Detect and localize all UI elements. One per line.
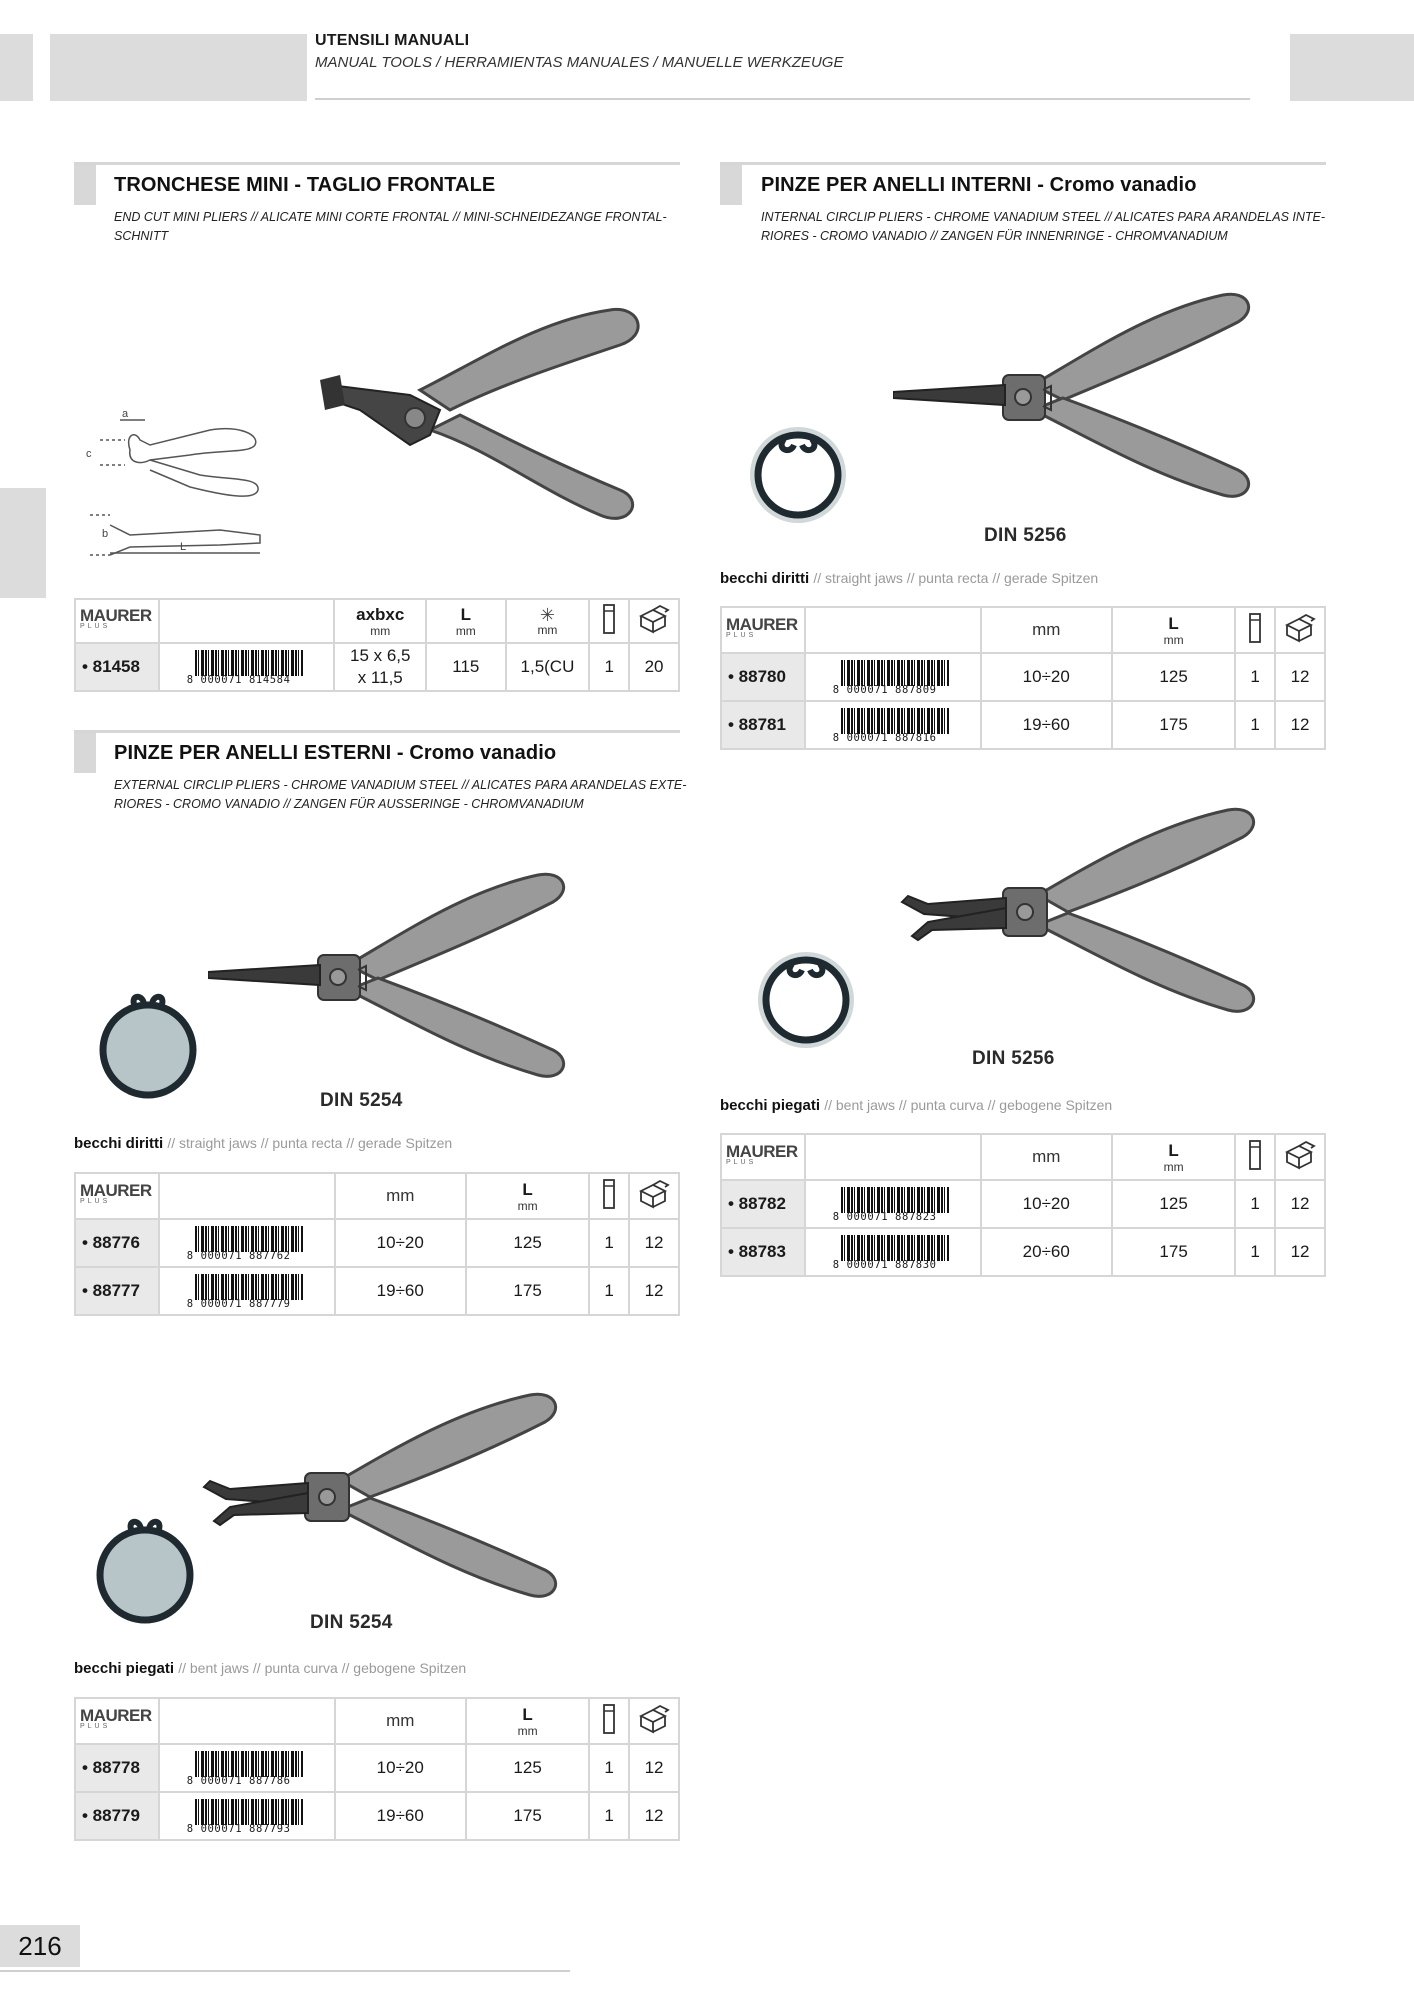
barcode: 8 000071 887823 <box>805 1180 981 1228</box>
header-box <box>1275 607 1325 653</box>
header-box <box>629 1173 679 1219</box>
unit-qty: 1 <box>589 1744 629 1792</box>
section-desc-tronchese-1: END CUT MINI PLIERS // ALICATE MINI CORTE FRONTAL // MINI-SCHNEIDEZANGE FRONTAL- <box>114 210 667 224</box>
diagram-label-b: b <box>102 528 109 540</box>
brand-logo: MAURER PLUS <box>75 1698 159 1744</box>
length: 125 <box>466 1219 589 1267</box>
ring-external-image <box>95 1515 199 1635</box>
unit-pack-icon <box>601 1703 617 1735</box>
brand-logo: MAURER PLUS <box>75 599 159 643</box>
header-unit <box>589 1173 629 1219</box>
barcode-header <box>159 599 335 643</box>
section-title-interni: PINZE PER ANELLI INTERNI - Cromo vanadio <box>761 174 1197 196</box>
section-desc-interni-2: RIORES - CROMO VANADIO // ZANGEN FÜR INNENRINGE - CHROMVANADIUM <box>761 229 1228 243</box>
product-code: • 88777 <box>75 1267 159 1315</box>
table-row <box>75 1744 679 1792</box>
barcode: 8 000071 887779 <box>159 1267 335 1315</box>
header-unit <box>589 599 629 643</box>
header-length: L mm <box>426 599 506 643</box>
diagram-label-a: a <box>122 408 129 420</box>
unit-qty: 1 <box>589 1267 629 1315</box>
jaws-label-esterni-bent: becchi piegati // bent jaws // punta curva // gebogene Spitzen <box>74 1660 467 1677</box>
header-cut-capacity: ✳ mm <box>506 599 590 643</box>
range: 10÷20 <box>981 653 1112 701</box>
section-marker <box>720 165 742 205</box>
header-range: mm <box>981 607 1112 653</box>
table-row <box>721 701 1325 749</box>
header-title: UTENSILI MANUALI <box>315 32 470 49</box>
jaws-label-interni-bent: becchi piegati // bent jaws // punta curva // gebogene Spitzen <box>720 1097 1113 1114</box>
cut-capacity: 1,5(CU <box>506 643 590 691</box>
box-qty: 20 <box>629 643 679 691</box>
header-unit <box>1235 1134 1275 1180</box>
external-straight-pliers-image <box>208 860 588 1095</box>
section-desc-esterni-2: RIORES - CROMO VANADIO // ZANGEN FÜR AUSSERINGE - CHROMVANADIUM <box>114 797 584 811</box>
box-pack-icon <box>1284 613 1316 643</box>
header-divider <box>315 98 1250 100</box>
unit-qty: 1 <box>1235 653 1275 701</box>
product-code: • 81458 <box>75 643 159 691</box>
diagram-label-c: c <box>86 448 92 460</box>
box-qty: 12 <box>1275 1180 1325 1228</box>
header-left-tab <box>0 34 33 101</box>
barcode: 8 000071 887830 <box>805 1228 981 1276</box>
section-desc-esterni-1: EXTERNAL CIRCLIP PLIERS - CHROME VANADIUM STEEL // ALICATES PARA ARANDELAS EXTE- <box>114 778 687 792</box>
unit-qty: 1 <box>1235 1228 1275 1276</box>
table-row <box>75 1792 679 1840</box>
section-marker <box>74 733 96 773</box>
box-qty: 12 <box>629 1744 679 1792</box>
unit-pack-icon <box>1247 1139 1263 1171</box>
range: 10÷20 <box>981 1180 1112 1228</box>
section-rule <box>74 162 680 165</box>
length: 175 <box>466 1792 589 1840</box>
table-row <box>721 653 1325 701</box>
header-right-tab <box>1290 34 1414 101</box>
box-qty: 12 <box>1275 1228 1325 1276</box>
unit-pack-icon <box>601 603 617 635</box>
length: 125 <box>466 1744 589 1792</box>
table-interni-straight <box>720 606 1326 750</box>
box-pack-icon <box>638 1179 670 1209</box>
header-unit <box>589 1698 629 1744</box>
header-unit <box>1235 607 1275 653</box>
cut-capacity-icon: ✳ <box>539 605 555 625</box>
range: 19÷60 <box>335 1792 466 1840</box>
header-subtitle: MANUAL TOOLS / HERRAMIENTAS MANUALES / MANUELLE WERKZEUGE <box>315 54 844 71</box>
barcode: 8 000071 887809 <box>805 653 981 701</box>
ring-external-image <box>98 990 202 1110</box>
range: 20÷60 <box>981 1228 1112 1276</box>
brand-logo: MAURER PLUS <box>75 1173 159 1219</box>
section-title-tronchese: TRONCHESE MINI - TAGLIO FRONTALE <box>114 174 496 196</box>
din-label: DIN 5254 <box>310 1612 393 1633</box>
length: 175 <box>1112 1228 1235 1276</box>
unit-qty: 1 <box>1235 701 1275 749</box>
header-box <box>629 1698 679 1744</box>
dimensions: 15 x 6,5 x 11,5 <box>334 643 426 691</box>
section-desc-interni-1: INTERNAL CIRCLIP PLIERS - CHROME VANADIUM STEEL // ALICATES PARA ARANDELAS INTE- <box>761 210 1326 224</box>
brand-logo: MAURER PLUS <box>721 1134 805 1180</box>
barcode: 8 000071 814584 <box>159 643 335 691</box>
range: 19÷60 <box>335 1267 466 1315</box>
section-title-esterni: PINZE PER ANELLI ESTERNI - Cromo vanadio <box>114 742 557 764</box>
internal-straight-pliers-image <box>893 280 1273 515</box>
table-row <box>75 1267 679 1315</box>
table-row <box>75 643 679 691</box>
header-range: mm <box>981 1134 1112 1180</box>
header-axbxc: axbxc mm <box>334 599 426 643</box>
barcode: 8 000071 887762 <box>159 1219 335 1267</box>
product-code: • 88780 <box>721 653 805 701</box>
page-number: 216 <box>0 1925 80 1967</box>
unit-qty: 1 <box>589 1792 629 1840</box>
box-qty: 12 <box>629 1219 679 1267</box>
header-length: L mm <box>466 1173 589 1219</box>
range: 10÷20 <box>335 1219 466 1267</box>
din-label: DIN 5256 <box>984 525 1067 546</box>
range: 19÷60 <box>981 701 1112 749</box>
side-tab <box>0 488 46 598</box>
unit-qty: 1 <box>589 643 629 691</box>
header-length: L mm <box>466 1698 589 1744</box>
table-esterni-straight <box>74 1172 680 1316</box>
header-block <box>50 34 307 101</box>
table-tronchese <box>74 598 680 692</box>
din-label: DIN 5254 <box>320 1090 403 1111</box>
product-code: • 88781 <box>721 701 805 749</box>
din-label: DIN 5256 <box>972 1048 1055 1069</box>
external-bent-pliers-image <box>200 1385 580 1620</box>
length: 175 <box>466 1267 589 1315</box>
product-code: • 88782 <box>721 1180 805 1228</box>
ring-internal-image <box>756 950 860 1054</box>
length: 175 <box>1112 701 1235 749</box>
box-pack-icon <box>638 1704 670 1734</box>
product-code: • 88779 <box>75 1792 159 1840</box>
unit-pack-icon <box>601 1178 617 1210</box>
unit-qty: 1 <box>589 1219 629 1267</box>
box-qty: 12 <box>629 1792 679 1840</box>
length: 125 <box>1112 1180 1235 1228</box>
section-rule <box>74 730 680 733</box>
length: 125 <box>1112 653 1235 701</box>
section-rule <box>720 162 1326 165</box>
barcode: 8 000071 887816 <box>805 701 981 749</box>
table-esterni-bent <box>74 1697 680 1841</box>
table-row <box>721 1228 1325 1276</box>
header-length: L mm <box>1112 1134 1235 1180</box>
internal-bent-pliers-image <box>898 800 1278 1035</box>
jaws-label-esterni-straight: becchi diritti // straight jaws // punta recta // gerade Spitzen <box>74 1135 453 1152</box>
end-cutter-image <box>300 300 660 540</box>
product-code: • 88783 <box>721 1228 805 1276</box>
box-qty: 12 <box>1275 701 1325 749</box>
end-cutter-diagram <box>80 405 280 565</box>
table-interni-bent <box>720 1133 1326 1277</box>
box-pack-icon <box>638 604 670 634</box>
box-qty: 12 <box>1275 653 1325 701</box>
header-box <box>1275 1134 1325 1180</box>
range: 10÷20 <box>335 1744 466 1792</box>
diagram-label-L: L <box>180 541 187 553</box>
table-row <box>75 1219 679 1267</box>
jaws-label-interni-straight: becchi diritti // straight jaws // punta recta // gerade Spitzen <box>720 570 1099 587</box>
table-row <box>721 1180 1325 1228</box>
header-range: mm <box>335 1698 466 1744</box>
header-length: L mm <box>1112 607 1235 653</box>
box-qty: 12 <box>629 1267 679 1315</box>
product-code: • 88778 <box>75 1744 159 1792</box>
length: 115 <box>426 643 506 691</box>
ring-internal-image <box>748 425 852 529</box>
unit-pack-icon <box>1247 612 1263 644</box>
barcode: 8 000071 887793 <box>159 1792 335 1840</box>
header-range: mm <box>335 1173 466 1219</box>
footer-divider <box>0 1970 570 1972</box>
unit-qty: 1 <box>1235 1180 1275 1228</box>
section-desc-tronchese-2: SCHNITT <box>114 229 169 243</box>
box-pack-icon <box>1284 1140 1316 1170</box>
section-marker <box>74 165 96 205</box>
barcode: 8 000071 887786 <box>159 1744 335 1792</box>
brand-logo: MAURER PLUS <box>721 607 805 653</box>
header-box <box>629 599 679 643</box>
product-code: • 88776 <box>75 1219 159 1267</box>
